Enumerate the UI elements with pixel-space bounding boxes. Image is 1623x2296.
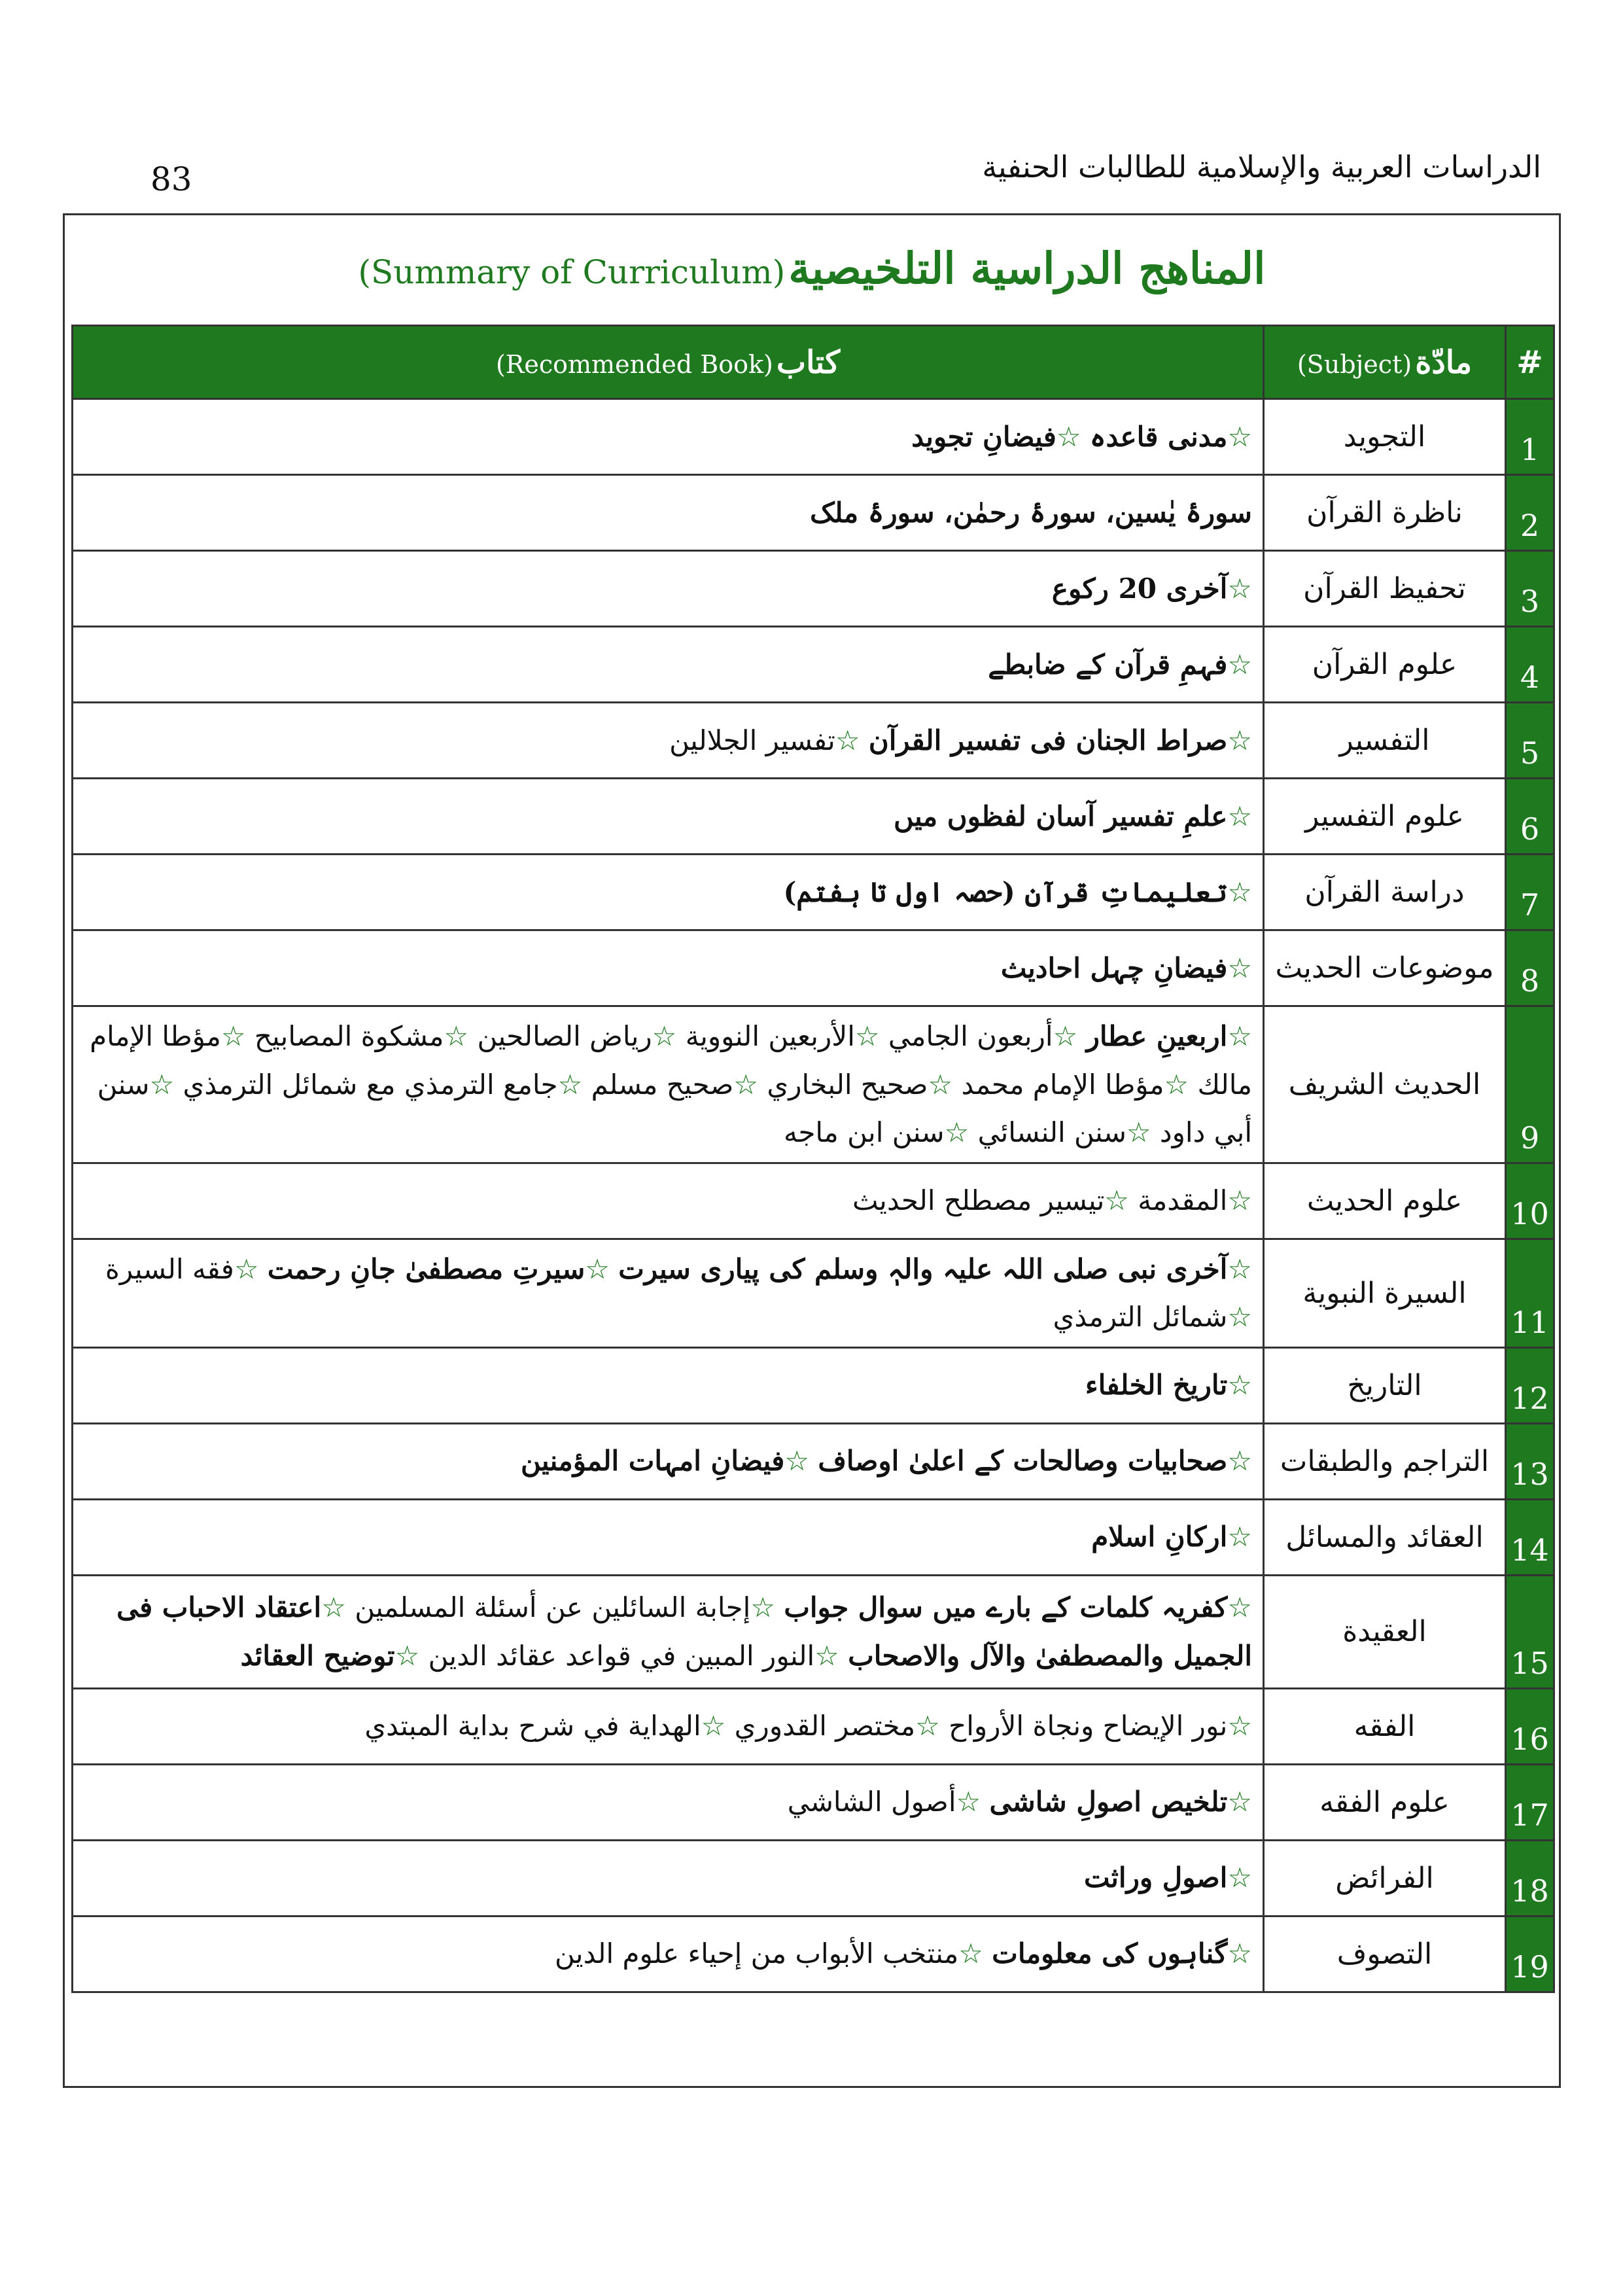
book-title: الأربعين النووية	[685, 1020, 855, 1052]
row-number: 15	[1506, 1575, 1554, 1688]
row-books	[73, 1499, 1264, 1575]
book-title: مختصر القدوري	[734, 1710, 916, 1742]
header-subject	[1264, 326, 1506, 399]
star-icon: ☆	[1227, 1521, 1252, 1553]
star-icon: ☆	[1227, 572, 1252, 605]
book-title: فیضانِ تجوید	[911, 420, 1056, 453]
row-subject: الفقه	[1264, 1688, 1506, 1764]
star-icon: ☆	[1227, 648, 1252, 680]
star-icon: ☆	[1227, 1445, 1252, 1477]
book-title: رياض الصالحين	[477, 1020, 652, 1052]
star-icon: ☆	[149, 1068, 175, 1101]
book-title: الهداية في شرح بداية المبتدي	[364, 1710, 701, 1742]
book-title: جامع الترمذي مع شمائل الترمذي	[183, 1068, 558, 1101]
book-title: أصول الشاشي	[787, 1786, 956, 1818]
row-number: 14	[1506, 1499, 1554, 1575]
book-title: توضیح العقائد	[240, 1639, 395, 1672]
row-subject: تحفيظ القرآن	[1264, 551, 1506, 627]
star-icon: ☆	[234, 1252, 259, 1285]
row-subject: الحديث الشريف	[1264, 1006, 1506, 1163]
star-icon: ☆	[585, 1252, 610, 1285]
row-number: 16	[1506, 1688, 1554, 1764]
book-title: سنن ابن ماجه	[783, 1116, 945, 1148]
row-books	[73, 855, 1264, 930]
row-subject: علوم الفقه	[1264, 1764, 1506, 1840]
star-icon: ☆	[1104, 1184, 1129, 1217]
star-icon: ☆	[1227, 1184, 1252, 1217]
header-book	[73, 326, 1264, 399]
star-icon: ☆	[1227, 951, 1252, 984]
row-subject: التصوف	[1264, 1916, 1506, 1992]
star-icon: ☆	[1056, 420, 1081, 453]
header-subject-ar: مادّة	[1415, 344, 1473, 381]
title-english: (Summary of Curriculum)	[358, 253, 786, 291]
book-title: إجابة السائلين عن أسئلة المسلمين	[355, 1591, 751, 1623]
table-row	[73, 1840, 1554, 1916]
book-title: آخری نبی صلی اللہ علیہ والہٖ وسلم کی پیاری سیرت	[618, 1252, 1228, 1285]
running-header: الدراسات العربية والإسلامية للطالبات الحنفية	[982, 149, 1541, 185]
book-title: ارکانِ اسلام	[1091, 1521, 1228, 1553]
row-number: 12	[1506, 1347, 1554, 1423]
star-icon: ☆	[1227, 875, 1252, 908]
book-title: سنن النسائي	[977, 1116, 1126, 1148]
book-title: سنن أبي داود	[97, 1068, 1252, 1148]
row-books	[73, 703, 1264, 779]
book-title: تيسير مصطلح الحديث	[852, 1184, 1105, 1217]
row-books	[73, 1916, 1264, 1992]
row-number: 1	[1506, 399, 1554, 475]
star-icon: ☆	[835, 724, 860, 756]
row-subject: دراسة القرآن	[1264, 855, 1506, 930]
row-books	[73, 475, 1264, 551]
table-row	[73, 1688, 1554, 1764]
table-row	[73, 930, 1554, 1006]
row-subject: علوم التفسير	[1264, 779, 1506, 855]
star-icon: ☆	[1126, 1116, 1151, 1148]
row-number: 3	[1506, 551, 1554, 627]
table-row	[73, 475, 1554, 551]
table-row	[73, 779, 1554, 855]
star-icon: ☆	[928, 1068, 953, 1101]
book-title: صحابیات وصالحات کے اعلیٰ اوصاف	[818, 1445, 1228, 1477]
book-title: کفریہ کلمات کے بارے میں سوال جواب	[784, 1591, 1228, 1623]
table-row	[73, 1423, 1554, 1499]
star-icon: ☆	[944, 1116, 969, 1148]
page-title	[65, 243, 1559, 321]
book-title: صحيح مسلم	[591, 1068, 734, 1101]
row-number: 5	[1506, 703, 1554, 779]
book-title: تفسير الجلالين	[669, 724, 835, 756]
star-icon: ☆	[956, 1786, 981, 1818]
star-icon: ☆	[1227, 1862, 1252, 1894]
book-title: منتخب الأبواب من إحياء علوم الدين	[554, 1937, 959, 1970]
row-books	[73, 627, 1264, 703]
row-books	[73, 399, 1264, 475]
row-books	[73, 1840, 1264, 1916]
row-subject: السيرة النبوية	[1264, 1239, 1506, 1347]
star-icon: ☆	[321, 1591, 346, 1623]
row-books	[73, 1163, 1264, 1239]
row-books	[73, 1764, 1264, 1840]
book-title: المقدمة	[1138, 1184, 1228, 1217]
row-number: 7	[1506, 855, 1554, 930]
curriculum-table	[71, 325, 1555, 1993]
row-number: 2	[1506, 475, 1554, 551]
star-icon: ☆	[915, 1710, 940, 1742]
table-row	[73, 1764, 1554, 1840]
book-title: نور الإيضاح ونجاة الأرواح	[949, 1710, 1228, 1742]
book-title: فقه السيرة	[105, 1252, 234, 1285]
book-title: أربعون الجامي	[888, 1020, 1053, 1052]
star-icon: ☆	[1227, 420, 1252, 453]
row-number: 8	[1506, 930, 1554, 1006]
star-icon: ☆	[220, 1020, 246, 1052]
star-icon: ☆	[1227, 800, 1252, 832]
table-row	[73, 627, 1554, 703]
book-title: اعتقاد الاحباب فی الجمیل والمصطفیٰ والآل والاصحاب	[116, 1591, 1252, 1672]
book-title: گناہوں کی معلومات	[992, 1937, 1228, 1970]
row-subject: التجويد	[1264, 399, 1506, 475]
book-title: تلخیص اصولِ شاشی	[989, 1786, 1228, 1818]
table-row	[73, 703, 1554, 779]
star-icon: ☆	[750, 1591, 775, 1623]
book-title: تعلیماتِ قرآن (حصہ اول تا ہفتم)	[783, 875, 1228, 908]
table-row	[73, 1347, 1554, 1423]
star-icon: ☆	[1227, 1020, 1252, 1052]
row-number: 17	[1506, 1764, 1554, 1840]
star-icon: ☆	[1227, 1252, 1252, 1285]
row-subject: الفرائض	[1264, 1840, 1506, 1916]
star-icon: ☆	[701, 1710, 726, 1742]
book-title: مشكوة المصابيح	[254, 1020, 444, 1052]
star-icon: ☆	[652, 1020, 677, 1052]
book-title: تاریخ الخلفاء	[1085, 1369, 1228, 1402]
row-books	[73, 1688, 1264, 1764]
row-books	[73, 1423, 1264, 1499]
header-num: #	[1506, 326, 1554, 399]
star-icon: ☆	[1227, 1710, 1252, 1742]
row-subject: العقائد والمسائل	[1264, 1499, 1506, 1575]
book-title: سورۂ یٰسین، سورۂ رحمٰن، سورۂ ملک	[810, 496, 1252, 529]
row-books	[73, 1347, 1264, 1423]
row-number: 4	[1506, 627, 1554, 703]
row-subject: موضوعات الحديث	[1264, 930, 1506, 1006]
book-title: شمائل الترمذي	[1053, 1301, 1228, 1333]
star-icon: ☆	[1227, 1786, 1252, 1818]
book-title: فہمِ قرآن کے ضابطے	[988, 648, 1228, 680]
star-icon: ☆	[1227, 1591, 1252, 1623]
table-row	[73, 1239, 1554, 1347]
header-book-ar: كتاب	[776, 344, 841, 381]
row-books	[73, 551, 1264, 627]
row-number: 11	[1506, 1239, 1554, 1347]
row-subject: العقيدة	[1264, 1575, 1506, 1688]
row-subject: علوم القرآن	[1264, 627, 1506, 703]
table-row	[73, 1575, 1554, 1688]
star-icon: ☆	[444, 1020, 469, 1052]
row-books	[73, 1239, 1264, 1347]
star-icon: ☆	[1227, 1301, 1252, 1333]
book-title: مدنی قاعدہ	[1089, 420, 1228, 453]
row-subject: التفسير	[1264, 703, 1506, 779]
star-icon: ☆	[958, 1937, 983, 1970]
row-subject: ناظرة القرآن	[1264, 475, 1506, 551]
star-icon: ☆	[733, 1068, 758, 1101]
row-number: 19	[1506, 1916, 1554, 1992]
book-title: صراط الجنان فی تفسیر القرآن	[868, 724, 1228, 756]
row-number: 18	[1506, 1840, 1554, 1916]
star-icon: ☆	[557, 1068, 583, 1101]
star-icon: ☆	[814, 1639, 839, 1672]
header-book-en: (Recommended Book)	[495, 349, 773, 379]
book-title: مؤطا الإمام محمد	[961, 1068, 1164, 1101]
star-icon: ☆	[784, 1445, 810, 1477]
star-icon: ☆	[1227, 1937, 1252, 1970]
book-title: النور المبين في قواعد عقائد الدين	[428, 1639, 815, 1672]
row-books	[73, 1006, 1264, 1163]
table-row	[73, 551, 1554, 627]
row-books	[73, 1575, 1264, 1688]
page-number: 83	[150, 160, 192, 198]
table-row	[73, 1006, 1554, 1163]
book-title: اصولِ وراثت	[1084, 1862, 1228, 1894]
row-number: 6	[1506, 779, 1554, 855]
row-number: 9	[1506, 1006, 1554, 1163]
title-arabic: المناهج الدراسية التلخيصية	[788, 243, 1266, 294]
book-title: فیضانِ امہات المؤمنین	[520, 1445, 785, 1477]
book-title: فیضانِ چہل احادیث	[1000, 951, 1228, 984]
table-row	[73, 855, 1554, 930]
star-icon: ☆	[394, 1639, 420, 1672]
book-title: مؤطا الإمام مالك	[90, 1020, 1252, 1101]
book-title: سیرتِ مصطفیٰ جانِ رحمت	[267, 1252, 585, 1285]
table-row	[73, 1499, 1554, 1575]
star-icon: ☆	[854, 1020, 880, 1052]
table-row	[73, 1163, 1554, 1239]
book-title: آخری 20 رکوع	[1051, 572, 1228, 605]
row-number: 13	[1506, 1423, 1554, 1499]
book-title: اربعینِ عطار	[1086, 1020, 1228, 1052]
star-icon: ☆	[1227, 1369, 1252, 1402]
book-title: علمِ تفسیر آسان لفظوں میں	[894, 800, 1228, 832]
row-subject: التراجم والطبقات	[1264, 1423, 1506, 1499]
table-row	[73, 399, 1554, 475]
star-icon: ☆	[1164, 1068, 1189, 1101]
row-books	[73, 779, 1264, 855]
table-row	[73, 1916, 1554, 1992]
table-header-row	[73, 326, 1554, 399]
row-subject: التاريخ	[1264, 1347, 1506, 1423]
header-subject-en: (Subject)	[1297, 349, 1412, 379]
star-icon: ☆	[1053, 1020, 1078, 1052]
row-number: 10	[1506, 1163, 1554, 1239]
star-icon: ☆	[1227, 724, 1252, 756]
book-title: صحيح البخاري	[767, 1068, 928, 1101]
curriculum-frame	[63, 213, 1561, 2088]
row-subject: علوم الحديث	[1264, 1163, 1506, 1239]
row-books	[73, 930, 1264, 1006]
